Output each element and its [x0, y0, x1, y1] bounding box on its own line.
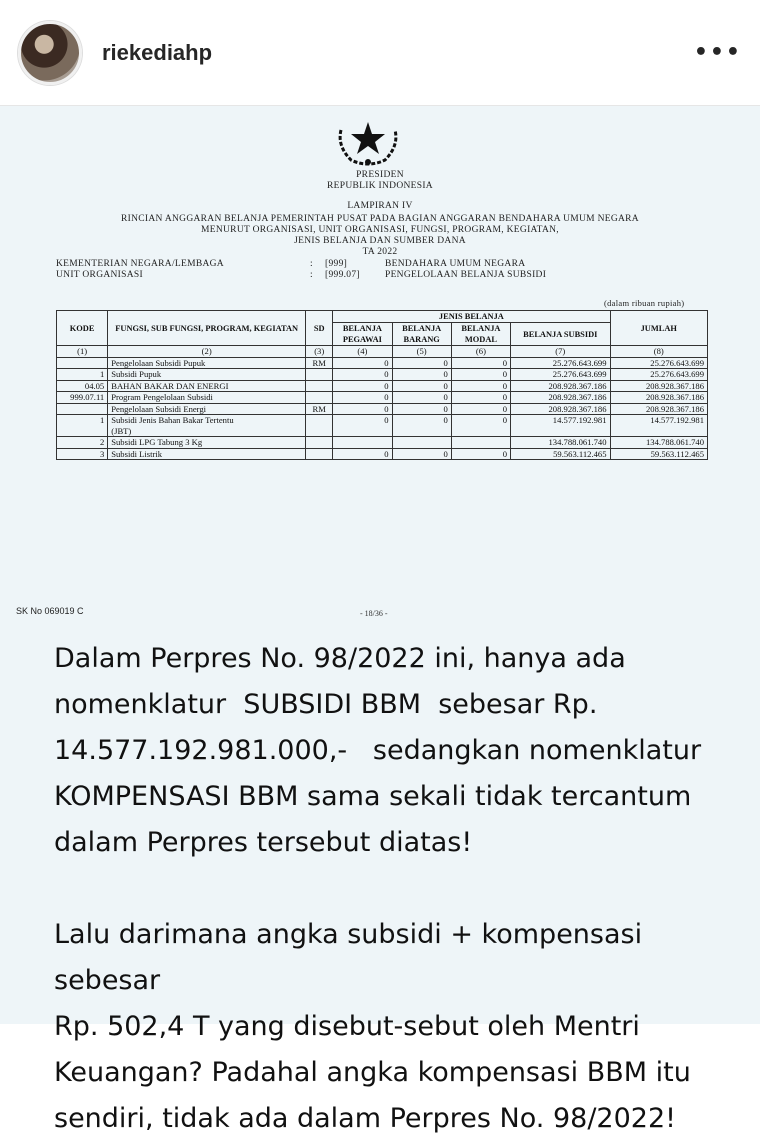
cell-subsidi: 25.276.643.699 — [511, 369, 610, 381]
paragraph-gap — [54, 866, 754, 912]
cell-modal: 0 — [451, 357, 510, 369]
col-number: (5) — [392, 346, 451, 358]
cell-jumlah: 208.928.367.186 — [610, 403, 707, 415]
cell-modal: 0 — [451, 380, 510, 392]
cell-pegawai: 0 — [333, 392, 392, 404]
cell-name: Program Pengelolaan Subsidi — [108, 392, 306, 404]
cell-barang: 0 — [392, 392, 451, 404]
table-row — [57, 369, 708, 381]
cell-subsidi: 59.563.112.465 — [511, 448, 610, 460]
doc-lampiran: LAMPIRAN IV — [347, 201, 413, 211]
cell-name: BAHAN BAKAR DAN ENERGI — [108, 380, 306, 392]
cell-kode: 1 — [57, 415, 108, 437]
caption-line: Dalam Perpres No. 98/2022 ini, hanya ada — [54, 643, 626, 674]
cell-sd — [306, 415, 333, 437]
table-row — [57, 448, 708, 460]
cell-pegawai: 0 — [333, 369, 392, 381]
cell-subsidi: 25.276.643.699 — [511, 357, 610, 369]
cell-kode: 1 — [57, 369, 108, 381]
caption-line: dalam Perpres tersebut diatas! — [54, 827, 473, 858]
sk-number: SK No 069019 C — [16, 606, 84, 616]
meta-sep: : — [310, 259, 313, 269]
post-header — [0, 0, 760, 106]
cell-barang: 0 — [392, 380, 451, 392]
col-number: (4) — [333, 346, 392, 358]
cell-kode — [57, 403, 108, 415]
cell-name: Pengelolaan Subsidi Pupuk — [108, 357, 306, 369]
column-number-row — [57, 346, 708, 358]
cell-pegawai: 0 — [333, 357, 392, 369]
cell-sd: RM — [306, 403, 333, 415]
cell-kode: 3 — [57, 448, 108, 460]
col-header-pegawai: BELANJA PEGAWAI — [333, 323, 392, 346]
col-header-jenis-belanja: JENIS BELANJA — [333, 311, 610, 323]
cell-barang: 0 — [392, 369, 451, 381]
cell-subsidi: 134.788.061.740 — [511, 437, 610, 449]
doc-title-line: TA 2022 — [362, 247, 398, 257]
col-header-sd: SD — [306, 311, 333, 346]
col-number: (8) — [610, 346, 707, 358]
cell-pegawai: 0 — [333, 403, 392, 415]
cell-modal: 0 — [451, 448, 510, 460]
cell-jumlah: 25.276.643.699 — [610, 357, 707, 369]
meta-label: UNIT ORGANISASI — [56, 270, 143, 280]
profile-avatar[interactable] — [18, 21, 82, 85]
caption-line: 14.577.192.981.000,- sedangkan nomenklatur — [54, 735, 702, 766]
cell-modal: 0 — [451, 415, 510, 437]
cell-barang: 0 — [392, 357, 451, 369]
col-header-modal: BELANJA MODAL — [451, 323, 510, 346]
col-header-kode: KODE — [57, 311, 108, 346]
cell-sd — [306, 380, 333, 392]
doc-title-line: JENIS BELANJA DAN SUMBER DANA — [294, 236, 466, 246]
cell-jumlah: 208.928.367.186 — [610, 392, 707, 404]
col-number: (7) — [511, 346, 610, 358]
cell-modal: 0 — [451, 392, 510, 404]
post-image — [0, 106, 760, 1134]
username-link[interactable]: riekediahp — [102, 39, 213, 65]
meta-code: [999.07] — [325, 270, 360, 280]
table-row — [57, 403, 708, 415]
cell-barang: 0 — [392, 415, 451, 437]
budget-table — [56, 310, 708, 460]
cell-sd — [306, 437, 333, 449]
document-scan — [0, 106, 760, 636]
col-header-fungsi: FUNGSI, SUB FUNGSI, PROGRAM, KEGIATAN — [108, 311, 306, 346]
doc-title-line: RINCIAN ANGGARAN BELANJA PEMERINTAH PUSAT PADA BAGIAN ANGGARAN BENDAHARA UMUM NEGARA — [121, 214, 639, 224]
table-row — [57, 392, 708, 404]
col-header-barang: BELANJA BARANG — [392, 323, 451, 346]
cell-modal: 0 — [451, 369, 510, 381]
cell-subsidi: 208.928.367.186 — [511, 392, 610, 404]
cell-barang — [392, 437, 451, 449]
cell-barang: 0 — [392, 448, 451, 460]
caption-line: KOMPENSASI BBM sama sekali tidak tercantum — [54, 781, 692, 812]
col-header-jumlah: JUMLAH — [610, 311, 707, 346]
unit-note: (dalam ribuan rupiah) — [604, 298, 685, 308]
caption-line: sendiri, tidak ada dalam Perpres No. 98/2022! — [54, 1103, 676, 1134]
cell-name: Subsidi LPG Tabung 3 Kg — [108, 437, 306, 449]
cell-sd — [306, 369, 333, 381]
page-number: - 18/36 - — [360, 609, 388, 618]
cell-jumlah: 134.788.061.740 — [610, 437, 707, 449]
caption-line: Rp. 502,4 T yang disebut-sebut oleh Mentri — [54, 1011, 640, 1042]
cell-barang: 0 — [392, 403, 451, 415]
cell-subsidi: 208.928.367.186 — [511, 380, 610, 392]
table-row — [57, 415, 708, 437]
cell-kode: 2 — [57, 437, 108, 449]
cell-name-line: Subsidi Jenis Bahan Bakar Tertentu — [111, 415, 234, 425]
cell-subsidi: 208.928.367.186 — [511, 403, 610, 415]
col-number: (6) — [451, 346, 510, 358]
more-options-icon[interactable]: ••• — [693, 40, 742, 65]
cell-kode: 999.07.11 — [57, 392, 108, 404]
cell-pegawai: 0 — [333, 415, 392, 437]
table-row — [57, 437, 708, 449]
cell-pegawai: 0 — [333, 380, 392, 392]
col-number: (1) — [57, 346, 108, 358]
cell-pegawai: 0 — [333, 448, 392, 460]
table-row — [57, 357, 708, 369]
cell-name: Pengelolaan Subsidi Energi — [108, 403, 306, 415]
cell-jumlah: 208.928.367.186 — [610, 380, 707, 392]
cell-subsidi: 14.577.192.981 — [511, 415, 610, 437]
caption-text — [54, 636, 754, 1142]
caption-line: Keuangan? Padahal angka kompensasi BBM itu — [54, 1057, 691, 1088]
caption-line: Lalu darimana angka subsidi + kompensasi sebesar — [54, 919, 651, 996]
cell-kode: 04.05 — [57, 380, 108, 392]
cell-name-line: (JBT) — [111, 425, 132, 436]
meta-value: PENGELOLAAN BELANJA SUBSIDI — [385, 270, 547, 280]
cell-jumlah: 14.577.192.981 — [610, 415, 707, 437]
cell-sd — [306, 448, 333, 460]
doc-issuer-line1: PRESIDEN — [356, 170, 404, 180]
cell-sd — [306, 392, 333, 404]
cell-name — [108, 415, 306, 437]
meta-code: [999] — [325, 259, 348, 269]
cell-name: Subsidi Listrik — [108, 448, 306, 460]
cell-modal — [451, 437, 510, 449]
table-header-row — [57, 311, 708, 323]
caption-line: nomenklatur SUBSIDI BBM sebesar Rp. — [54, 689, 598, 720]
cell-sd: RM — [306, 357, 333, 369]
doc-title-line: MENURUT ORGANISASI, UNIT ORGANISASI, FUNGSI, PROGRAM, KEGIATAN, — [201, 225, 559, 235]
cell-name: Subsidi Pupuk — [108, 369, 306, 381]
meta-sep: : — [310, 270, 313, 280]
meta-value: BENDAHARA UMUM NEGARA — [385, 259, 526, 269]
cell-kode — [57, 357, 108, 369]
garuda-emblem-icon — [333, 116, 403, 168]
col-header-subsidi: BELANJA SUBSIDI — [511, 323, 610, 346]
cell-modal: 0 — [451, 403, 510, 415]
meta-label: KEMENTERIAN NEGARA/LEMBAGA — [56, 259, 224, 269]
col-number: (2) — [108, 346, 306, 358]
doc-issuer-line2: REPUBLIK INDONESIA — [327, 181, 433, 191]
col-number: (3) — [306, 346, 333, 358]
table-row — [57, 380, 708, 392]
cell-jumlah: 59.563.112.465 — [610, 448, 707, 460]
cell-jumlah: 25.276.643.699 — [610, 369, 707, 381]
cell-pegawai — [333, 437, 392, 449]
